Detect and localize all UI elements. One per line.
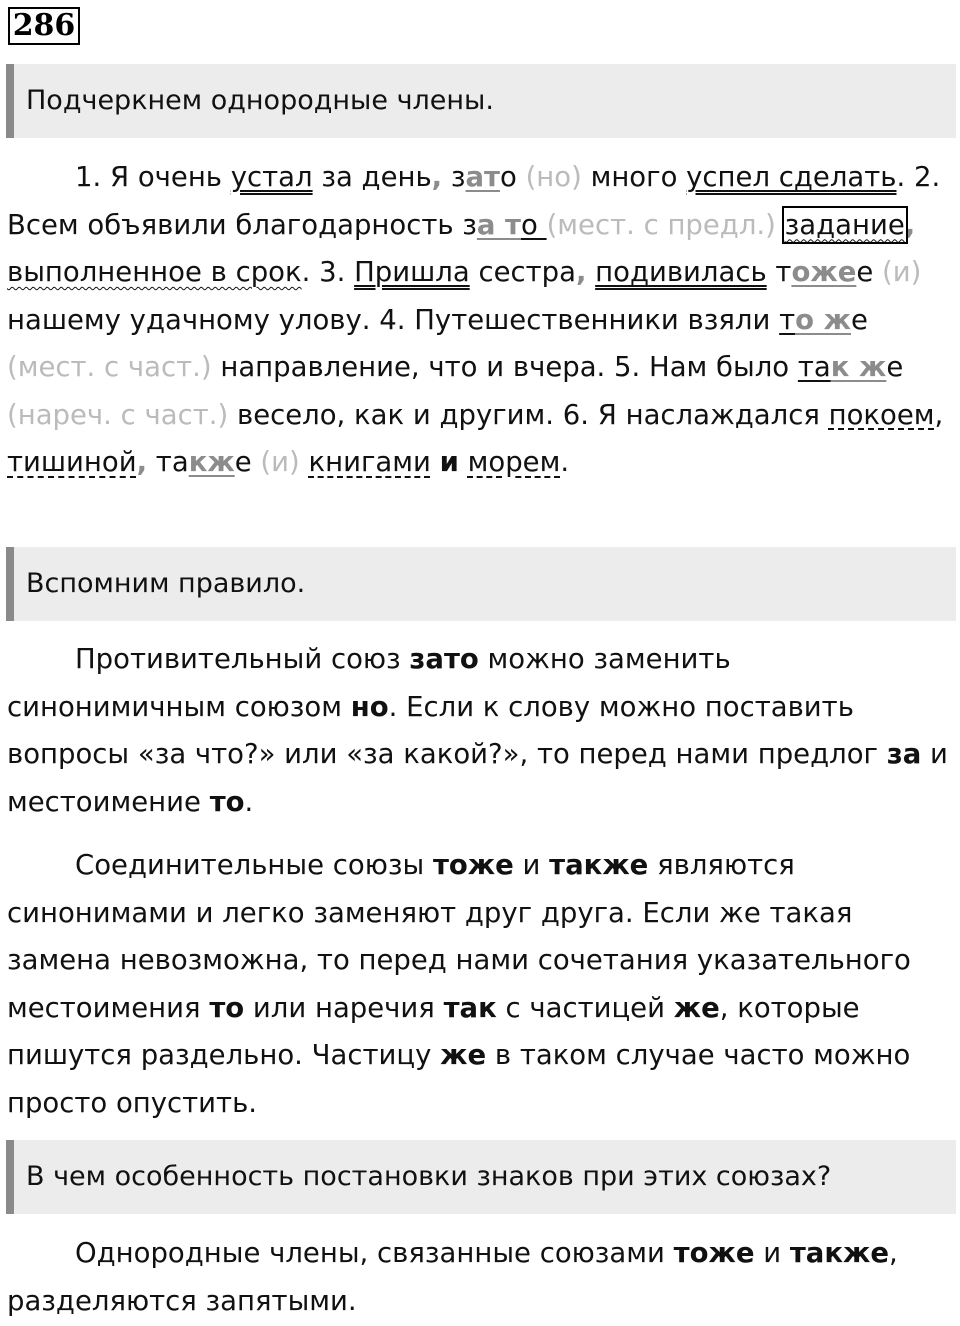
predicate-word: успел сделать (686, 161, 897, 193)
predicate-word: подивилась (595, 256, 767, 288)
rule-text (7, 636, 951, 1127)
text: и (513, 849, 550, 881)
comma-mark: , (904, 208, 916, 241)
hint-note: (нареч. с част.) (7, 398, 229, 431)
text: е (856, 256, 883, 288)
hint-note: (мест. с част.) (7, 351, 212, 383)
hint-note: (и) (260, 446, 300, 478)
bold-word: то (209, 785, 245, 818)
text: в таком случае часто можно просто опустить. (7, 1039, 911, 1119)
predicate-word: устал (230, 161, 313, 193)
text: т (779, 303, 796, 336)
comma-mark: , (136, 446, 148, 478)
predicate-word: Пришла (354, 256, 470, 288)
bold-word: зато (409, 643, 479, 675)
text: та (797, 351, 831, 383)
answer-text (7, 1230, 951, 1325)
text: . Если к слову можно поставить вопросы «за что?» или «за какой?», то перед нами предлог (7, 690, 887, 770)
text: с частицей (496, 991, 674, 1024)
object-word: морем (467, 446, 561, 478)
text: за день (312, 161, 432, 193)
text: е (234, 446, 261, 478)
rule-paragraph (7, 842, 951, 1127)
boxed-word: задание (784, 208, 905, 241)
text: 5. Нам было (605, 351, 798, 383)
text: 4. Путешественники взяли (370, 303, 780, 336)
text (431, 446, 440, 478)
text: 2. Всем объявили благодарность з (7, 161, 941, 241)
exercise-paragraph (7, 154, 951, 487)
hint-note: (и) (882, 256, 922, 288)
text: та (147, 446, 189, 478)
text: Соединительные союзы (75, 849, 433, 881)
text: являются синонимами и легко заменяют друг друга. Если же такая замена невозможна, то перед нами сочетания указательного местоимения (7, 849, 911, 1024)
comma-mark: , (431, 161, 443, 193)
bold-word: также (549, 849, 649, 881)
exercise-text (7, 154, 951, 487)
text (459, 446, 468, 478)
bold-word: же (673, 991, 720, 1024)
object-word: тишиной (7, 446, 137, 478)
text: , (934, 398, 944, 431)
bold-word: же (440, 1039, 487, 1071)
text: . (560, 446, 570, 478)
text: можно заменить синонимичным союзом (7, 643, 731, 723)
hint-note: (но) (525, 161, 582, 193)
inserted-letters: оже (791, 256, 857, 288)
text: направление, что и вчера. (211, 351, 606, 383)
bold-word: за (886, 738, 922, 770)
section-header-text: Подчеркнем однородные члены. (26, 85, 494, 116)
text: о (521, 208, 547, 241)
text: , разделяются запятыми. (7, 1237, 898, 1317)
inserted-letters: о ж (795, 303, 851, 336)
text: з (442, 161, 466, 193)
bold-word: так (443, 991, 497, 1024)
text: и (754, 1237, 790, 1269)
text: 6. Я наслаждался (554, 398, 829, 431)
text: и местоимение (7, 738, 948, 818)
text: нашему удачному улову. (7, 303, 371, 336)
section-header-underline (6, 64, 956, 138)
section-header-question (6, 1140, 956, 1214)
text: или наречия (244, 991, 444, 1024)
text: . (301, 256, 311, 288)
bold-word: тоже (673, 1237, 755, 1269)
inserted-letters: а т (476, 208, 521, 241)
text: е (851, 303, 868, 336)
text: т (766, 256, 792, 288)
answer-paragraph (7, 1230, 951, 1325)
text: весело, как и другим. (228, 398, 555, 431)
text: , которые пишутся раздельно. Частицу (7, 991, 860, 1071)
participle-phrase: выполненное в срок (7, 256, 302, 288)
text: . (896, 161, 906, 193)
inserted-letters: к ж (830, 351, 887, 383)
text: много (581, 161, 687, 193)
text: Противительный союз (75, 643, 410, 675)
bold-word: но (350, 690, 389, 723)
bold-word: то (209, 991, 245, 1024)
object-word: книгами (308, 446, 431, 478)
text: о (500, 161, 526, 193)
text: е (886, 351, 904, 383)
text: 3. (310, 256, 355, 288)
inserted-letters: ат (465, 161, 500, 193)
conjunction: и (439, 446, 459, 478)
text: 1. Я очень (75, 161, 231, 193)
inserted-letters: кж (188, 446, 235, 478)
hint-note: (мест. с предл.) (546, 208, 776, 241)
section-header-text: Вспомним правило. (26, 568, 306, 599)
text: . (244, 785, 254, 818)
section-header-rule (6, 547, 956, 621)
object-word: покоем (828, 398, 935, 431)
rule-paragraph (7, 636, 951, 826)
text: сестра (469, 256, 576, 288)
comma-mark: , (575, 256, 587, 288)
bold-word: также (789, 1237, 890, 1269)
bold-word: тоже (432, 849, 514, 881)
section-header-text: В чем особенность постановки знаков при этих союзах? (26, 1161, 832, 1192)
task-number: 286 (8, 7, 80, 45)
text: Однородные члены, связанные союзами (75, 1237, 674, 1269)
